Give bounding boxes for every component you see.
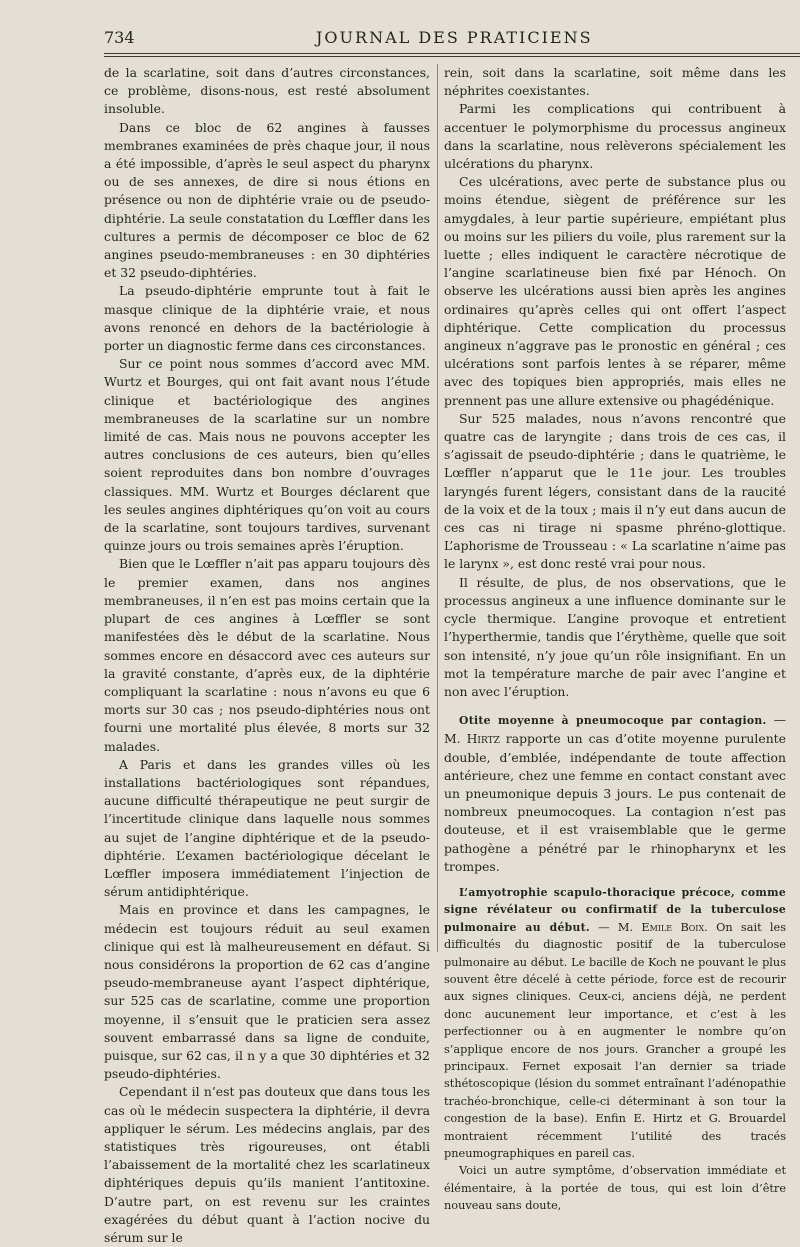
journal-title: JOURNAL DES PRATICIENS [316, 28, 593, 47]
paragraph: A Paris et dans les grandes villes où les installations bactériologiques sont répandues, aucune difficulté thérapeutique ne peut surgir de l’incertitude clinique dans laquelle nous sommes au sujet de l’angine diphtérique et de la pseudo-diphtérie. L’examen bactériologique décelant le Lœffler imposera immédiatement l’injection de sérum antidiphtérique. [104, 756, 430, 900]
paragraph: Voici un autre symptôme, d’observation immédiate et élémentaire, à la portée de tous, qui est loin d’être nouveau sans doute, [444, 1164, 786, 1213]
paragraph: de la scarlatine, soit dans d’autres circonstances, ce problème, disons-nous, est resté absolument insoluble. [104, 65, 430, 117]
header-rule-top [104, 53, 800, 54]
page-number: 734 [104, 28, 135, 47]
paragraph: Parmi les complications qui contribuent à accentuer le polymorphisme du processus angineux dans la scarlatine, nous relèverons spécialement les ulcérations du pharynx. [444, 101, 786, 172]
section-author: Hirtz [466, 731, 500, 747]
paragraph: Bien que le Lœffler n’ait pas apparu toujours dès le premier examen, dans nos angines membraneuses, il n’en est pas moins certain que la plupart de ces angines à Lœffler se sont manifestées dès le début de la scarlatine. Nous sommes encore en désaccord avec ces auteurs sur la gravité constante, d’après eux, de la diphtérie compliquant la scarlatine : nous n’avons eu que 6 morts sur 30 cas ; nos pseudo-diphtéries nous ont fourni une mortalité plus élevée, 8 morts sur 32 malades. [104, 556, 430, 754]
paragraph: rein, soit dans la scarlatine, soit même dans les néphrites coexistantes. [444, 65, 786, 99]
section-text: On sait les difficultés du diagnostic positif de la tuberculose pulmonaire au début. Le bacille de Koch ne pouvant le plus souvent être décelé à cette période, force est de recourir aux signes cliniques. Ceux-ci, anciens déjà, ne perdent donc aucunement leur importance, et c’est à les perfectionner ou à en augmenter le nombre qu’on s’applique encore de nos jours. Grancher a groupé les principaux. Fernet exposait l’an dernier sa triade sthétoscopique (lésion du sommet entraînant l’adénopathie trachéo-bronchique, celle-ci déterminant à son tour la congestion de la base). Enfin E. Hirtz et G. Brouardel montraient récemment l’utilité des tracés pneumographiques en pareil cas. [444, 920, 787, 1161]
right-column [444, 64, 786, 1215]
section-dash: — M. [444, 712, 786, 747]
paragraph: Sur 525 malades, nous n’avons rencontré que quatre cas de laryngite ; dans trois de ces cas, il s’agissait de pseudo-diphtérie ; dans le quatrième, le Lœffler n’apparut que le 11e jour. Les troubles laryngés furent légers, consistant dans de la raucité de la voix et de la toux ; mais il n’y eut dans aucun de ces cas ni tirage ni spasme phréno-glottique. L’aphorisme de Trousseau : « La scarlatine n’aime pas le larynx », est donc resté vrai pour nous. [444, 410, 786, 572]
section-text: rapporte un cas d’otite moyenne purulente double, d’emblée, indépendante de toute affection antérieure, chez une femme en contact constant avec un pneumonique depuis 3 jours. Le pus contenait de nombreux pneumocoques. La contagion n’est pas douteuse, et il est vraisemblable que le germe pathogène a pénétré par le rhinopharynx et les trompes. [444, 731, 786, 874]
section-title: L’amyotrophie scapulo-thoracique précoce, comme signe révélateur ou confirmatif de la tuberculose pulmonaire au début. [444, 885, 786, 934]
column-divider [437, 64, 438, 952]
section-otite [444, 711, 786, 876]
left-column [104, 64, 430, 1247]
section-title: Otite moyenne à pneumocoque par contagion. [459, 714, 767, 728]
section-dash: — M. [590, 920, 642, 934]
section-author: Emile Boix. [641, 920, 708, 934]
paragraph: La pseudo-diphtérie emprunte tout à fait le masque clinique de la diphtérie vraie, et nous avons renoncé en dehors de la bactériologie à porter un diagnostic ferme dans ces circonstances. [104, 283, 430, 354]
paragraph: Mais en province et dans les campagnes, le médecin est toujours réduit au seul examen clinique qui est là malheureusement en défaut. Si nous considérons la proportion de 62 cas d’angine pseudo-membraneuse ayant l’aspect diphtérique, sur 525 cas de scarlatine, comme une proportion moyenne, il s’ensuit que le praticien sera assez souvent embarrassé dans sa ligne de conduite, puisque, sur 62 cas, il n y a que 30 diphtéries et 32 pseudo-diphtéries. [104, 902, 430, 1082]
section-amyotrophie [444, 884, 786, 1163]
paragraph: Sur ce point nous sommes d’accord avec MM. Wurtz et Bourges, qui ont fait avant nous l’étude clinique et bactériologique des angines membraneuses de la scarlatine sur un nombre limité de cas. Mais nous ne pouvons accepter les autres conclusions de ces auteurs, bien qu’elles soient reproduites dans bon nombre d’ouvrages classiques. MM. Wurtz et Bourges déclarent que les seules angines diphtériques qu’on voit au cours de la scarlatine, sont toujours tardives, survenant quinze jours ou trois semaines après l’éruption. [104, 356, 430, 554]
paragraph: Dans ce bloc de 62 angines à fausses membranes examinées de près chaque jour, il nous a été impossible, d’après le seul aspect du pharynx ou de ses annexes, de dire si nous étions en présence ou non de diphtérie vraie ou de pseudo-diphtérie. La seule constatation du Lœffler dans les cultures a permis de décomposer ce bloc de 62 angines pseudo-membraneuses : en 30 diphtéries et 32 pseudo-diphtéries. [104, 119, 430, 281]
header-rule-bottom [104, 56, 800, 57]
page-header [104, 28, 800, 54]
paragraph: Il résulte, de plus, de nos observations, que le processus angineux a une influence dominante sur le cycle thermique. L’angine provoque et entretient l’hyperthermie, tandis que l’érythème, quelle que soit son intensité, n’y joue qu’un rôle insignifiant. En un mot la température marche de pair avec l’angine et non avec l’éruption. [444, 574, 786, 699]
paragraph: Ces ulcérations, avec perte de substance plus ou moins étendue, siègent de préférence sur les amygdales, à leur partie supérieure, empiétant plus ou moins sur les piliers du voile, plus rarement sur la luette ; elles indiquent le caractère nécrotique de l’angine scarlatineuse bien fixé par Hénoch. On observe les ulcérations aussi bien après les angines ordinaires qu’après celles qui ont offert l’aspect diphtérique. Cette complication du processus angineux n’aggrave pas le pronostic en général ; ces ulcérations sont parfois lentes à se réparer, même avec des topiques bien appropriés, mais elles ne prennent pas une allure extensive ou phagédénique. [444, 174, 786, 408]
paragraph: Cependant il n’est pas douteux que dans tous les cas où le médecin suspectera la diphtérie, il devra appliquer le sérum. Les médecins anglais, par des statistiques très rigoureuses, ont établi l’abaissement de la mortalité chez les scarlatineux diphtériques depuis qu’ils manient l’antitoxine. D’autre part, on est revenu sur les craintes exagérées du début quant à l’action nocive du sérum sur le [104, 1084, 430, 1245]
